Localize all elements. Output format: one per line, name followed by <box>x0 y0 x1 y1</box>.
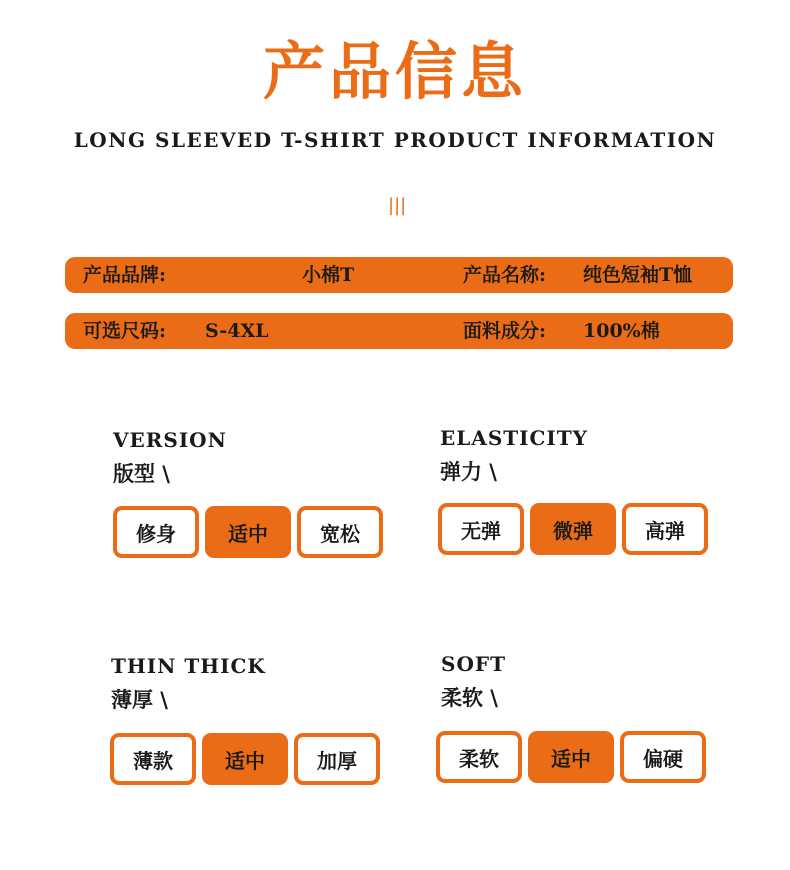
thickness-option-thick[interactable]: 加厚 <box>294 733 380 785</box>
thickness-option-medium[interactable]: 适中 <box>202 733 288 785</box>
thickness-option-thin[interactable]: 薄款 <box>110 733 196 785</box>
page-title: 产品信息 <box>262 35 527 108</box>
attr-elasticity-en: ELASTICITY <box>440 426 588 450</box>
softness-option-stiff[interactable]: 偏硬 <box>620 731 706 783</box>
version-option-slim[interactable]: 修身 <box>113 506 199 558</box>
attr-softness <box>441 652 506 712</box>
attr-version <box>113 428 227 488</box>
size-value: S-4XL <box>205 320 269 342</box>
info-bar-brand-name <box>65 257 733 293</box>
product-name-value: 纯色短袖T恤 <box>583 264 693 286</box>
version-option-regular[interactable]: 适中 <box>205 506 291 558</box>
attr-softness-en: SOFT <box>441 652 506 676</box>
softness-option-soft[interactable]: 柔软 <box>436 731 522 783</box>
attr-thickness-en: THIN THICK <box>111 654 266 678</box>
version-option-loose[interactable]: 宽松 <box>297 506 383 558</box>
divider-mark: ||| <box>388 195 407 216</box>
attr-thickness-cn: 薄厚 \ <box>111 687 168 712</box>
attr-softness-cn: 柔软 \ <box>441 685 498 710</box>
softness-option-medium[interactable]: 适中 <box>528 731 614 783</box>
page-subtitle: LONG SLEEVED T-SHIRT PRODUCT INFORMATION <box>73 128 717 152</box>
elasticity-option-none[interactable]: 无弹 <box>438 503 524 555</box>
elasticity-option-high[interactable]: 高弹 <box>622 503 708 555</box>
attr-version-cn: 版型 \ <box>113 461 170 486</box>
thickness-options <box>110 733 380 785</box>
softness-options <box>436 731 706 783</box>
version-options <box>113 506 383 558</box>
product-name-label: 产品名称: <box>463 264 547 286</box>
size-label: 可选尺码: <box>83 320 167 342</box>
info-bar-size-material <box>65 313 733 349</box>
elasticity-option-slight[interactable]: 微弹 <box>530 503 616 555</box>
attr-version-en: VERSION <box>113 428 227 452</box>
attr-elasticity-cn: 弹力 \ <box>440 459 497 484</box>
material-label: 面料成分: <box>463 320 547 342</box>
material-value: 100%棉 <box>583 320 660 342</box>
attr-thickness <box>111 654 266 714</box>
attr-elasticity <box>440 426 588 486</box>
brand-label: 产品品牌: <box>83 264 167 286</box>
elasticity-options <box>438 503 708 555</box>
brand-value: 小棉T <box>302 264 355 286</box>
